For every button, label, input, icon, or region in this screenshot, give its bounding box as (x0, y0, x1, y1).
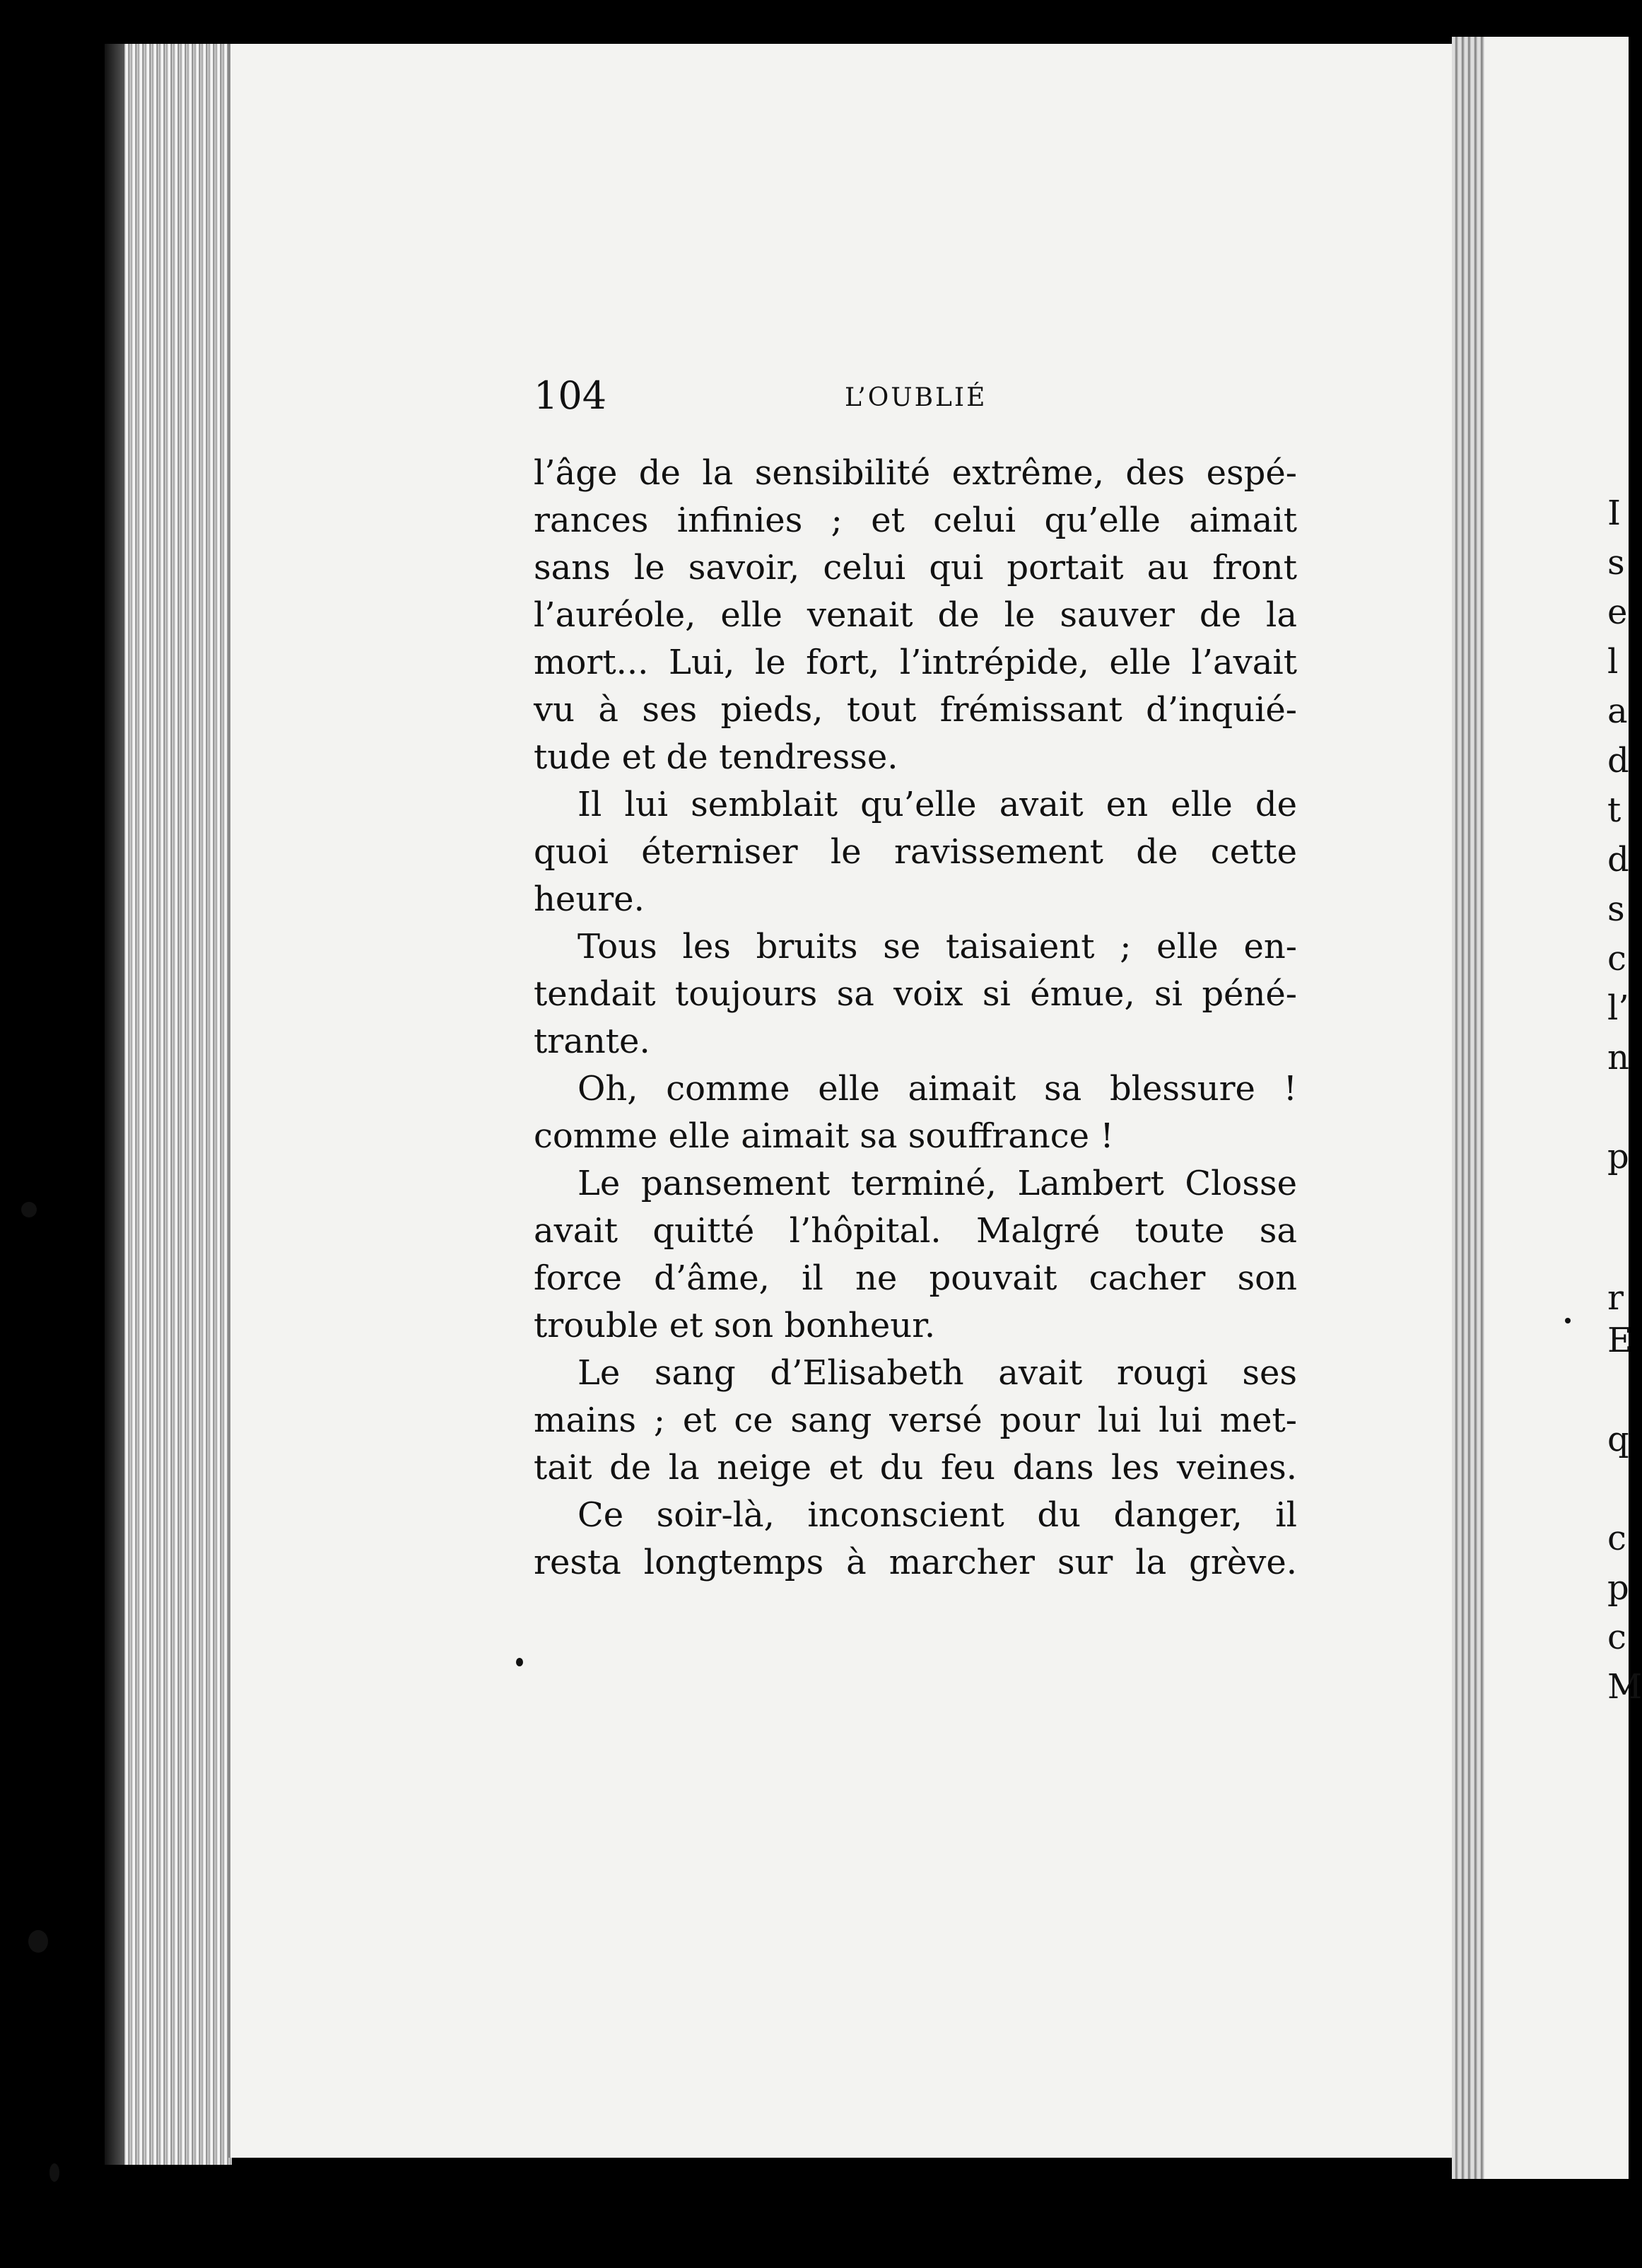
next-page-fragment: E (1607, 1321, 1633, 1360)
page-edges (105, 44, 232, 2165)
next-page-fragment: r (1607, 1278, 1624, 1318)
text-line: rances infinies ; et celui qu’elle aimait (534, 501, 1297, 540)
text-line: quoi éterniser le ravissement de cette (534, 832, 1297, 872)
scan-speck (49, 2163, 59, 2182)
next-page-fragment: e (1607, 592, 1628, 632)
scan-speck (516, 1658, 523, 1666)
next-page-fragment: s (1607, 543, 1625, 583)
text-line: Ce soir-là, inconscient du danger, il (577, 1495, 1297, 1535)
text-line: Le sang d’Elisabeth avait rougi ses (577, 1353, 1297, 1393)
next-page-fragment: l (1607, 642, 1619, 682)
text-line: Il lui semblait qu’elle avait en elle de (577, 785, 1297, 824)
book-gutter (1452, 37, 1487, 2179)
text-line: tendait toujours sa voix si émue, si péné- (534, 974, 1297, 1014)
body-text (534, 450, 1297, 1586)
scan-speck (28, 1930, 48, 1953)
next-page-fragment: M (1607, 1667, 1642, 1707)
text-line: tait de la neige et du feu dans les veines. (534, 1448, 1297, 1487)
text-line: resta longtemps à marcher sur la grève. (534, 1543, 1297, 1582)
next-page-fragment: n (1607, 1038, 1629, 1077)
text-line: trante. (534, 1022, 650, 1061)
next-page-fragment: d (1607, 840, 1629, 879)
next-page-fragment: c (1607, 1519, 1626, 1558)
next-page-fragment: s (1607, 889, 1625, 929)
next-page-edge (1484, 37, 1642, 2179)
text-line: mains ; et ce sang versé pour lui lui met- (534, 1401, 1297, 1440)
next-page-fragment: d (1607, 741, 1629, 781)
next-page-fragment: p (1607, 1568, 1629, 1608)
next-page-fragment: c (1607, 939, 1626, 978)
text-line: Oh, comme elle aimait sa blessure ! (577, 1069, 1297, 1109)
scan-speck (1565, 1318, 1571, 1323)
text-line: vu à ses pieds, tout frémissant d’inquié- (534, 690, 1297, 730)
text-line: l’auréole, elle venait de le sauver de la (534, 595, 1297, 635)
text-line: l’âge de la sensibilité extrême, des espé- (534, 453, 1297, 493)
next-page-fragment: p (1607, 1137, 1629, 1176)
next-page-fragment: c (1607, 1618, 1626, 1657)
page-number: 104 (534, 373, 607, 418)
next-page-fragment: I (1607, 493, 1621, 533)
running-head: L’OUBLIÉ (845, 383, 987, 412)
next-page-fragment: q (1607, 1420, 1629, 1459)
text-line: force d’âme, il ne pouvait cacher son (534, 1258, 1297, 1298)
text-line: heure. (534, 879, 645, 919)
next-page-fragment: l’ (1607, 988, 1629, 1028)
text-line: tude et de tendresse. (534, 737, 898, 777)
next-page-fragment: a (1607, 691, 1628, 731)
next-page-fragment: t (1607, 790, 1622, 830)
text-line: comme elle aimait sa souffrance ! (534, 1116, 1114, 1156)
scan-speck (21, 1202, 37, 1217)
text-line: Le pansement terminé, Lambert Closse (577, 1164, 1297, 1203)
page-header (534, 373, 1304, 423)
text-line: avait quitté l’hôpital. Malgré toute sa (534, 1211, 1297, 1251)
text-line: Tous les bruits se taisaient ; elle en- (577, 927, 1297, 966)
text-line: sans le savoir, celui qui portait au front (534, 548, 1297, 588)
text-line: mort... Lui, le fort, l’intrépide, elle l’avait (534, 643, 1297, 682)
text-line: trouble et son bonheur. (534, 1306, 936, 1345)
